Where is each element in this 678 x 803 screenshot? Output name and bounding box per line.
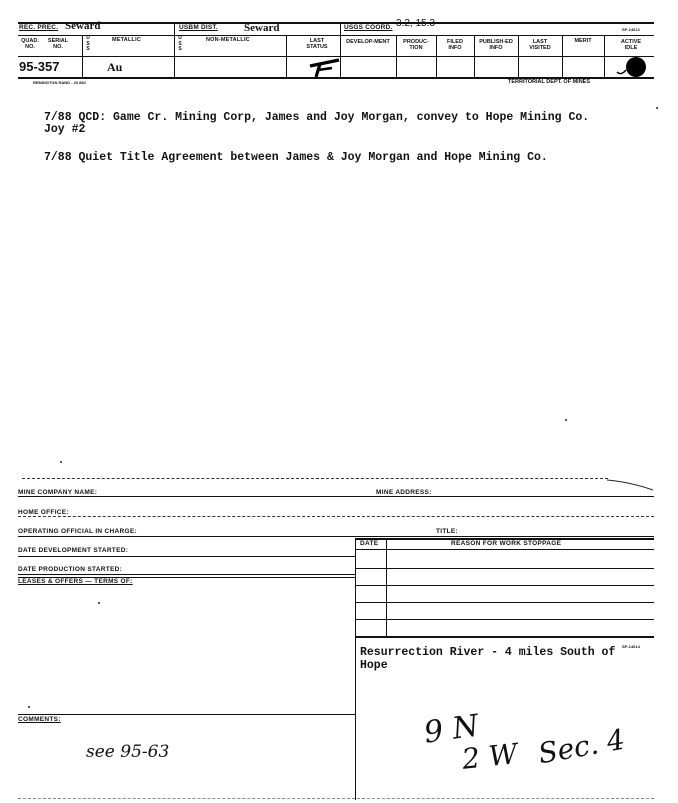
title-label: TITLE: <box>436 528 459 535</box>
mine-address-label: MINE ADDRESS: <box>376 489 432 496</box>
handwritten-range: 2 W <box>460 737 520 776</box>
handwritten-township: 9 N <box>421 708 482 751</box>
date-col-label: DATE <box>360 540 379 547</box>
production-label: PRODUC-TION <box>403 39 429 51</box>
header-divider <box>562 35 563 77</box>
scan-edge-noise <box>18 798 654 799</box>
leases-label: LEASES & OFFERS — TERMS OF: <box>18 578 133 585</box>
metallic-value: Au <box>107 60 123 74</box>
mine-company-label: MINE COMPANY NAME: <box>18 489 98 496</box>
header-divider <box>436 35 437 77</box>
development-label: DEVELOP-MENT <box>346 39 390 45</box>
nonmetallic-label: NON-METALLIC <box>206 37 250 43</box>
printer-line: REMINGTON RAND - 20 882 <box>33 80 86 85</box>
usbm-dist-label: USBM DIST. <box>179 24 218 31</box>
stoppage-row <box>356 602 654 603</box>
location-line: Hope <box>360 659 388 672</box>
operating-rule <box>18 536 654 537</box>
last-status-label: LAST STATUS <box>306 38 328 50</box>
stoppage-row <box>356 568 654 569</box>
note-line: 7/88 Quiet Title Agreement between James & Joy Morgan and Hope Mining Co. <box>44 151 548 164</box>
reason-label: REASON FOR WORK STOPPAGE <box>451 540 562 547</box>
home-office-label: HOME OFFICE: <box>18 509 69 516</box>
form-number-top: SP-14612 <box>622 27 640 32</box>
published-info-label: PUBLISH-ED INFO <box>479 39 513 51</box>
form-number-bottom: SP-14614 <box>622 644 640 649</box>
date-dev-rule <box>18 556 356 557</box>
back-rule <box>18 496 654 497</box>
serial-label: SERIAL NO. <box>47 38 69 50</box>
header-divider <box>396 35 397 77</box>
status-mark <box>306 56 342 78</box>
metallic-label: METALLIC <box>112 37 141 43</box>
header-divider <box>286 35 287 77</box>
stoppage-table-header-bottom <box>356 549 654 550</box>
stoppage-date-divider <box>386 538 387 636</box>
comments-rule <box>18 714 356 715</box>
location-line: Resurrection River - 4 miles South of <box>360 646 616 659</box>
operating-official-label: OPERATING OFFICIAL IN CHARGE: <box>18 528 137 535</box>
fold-line <box>22 478 608 479</box>
scan-speck <box>565 419 567 421</box>
quad-serial-value: 95-357 <box>19 59 60 74</box>
header-divider <box>82 35 83 77</box>
last-visited-label: LAST VISITED <box>529 39 551 51</box>
stoppage-row <box>356 585 654 586</box>
note-line: 7/88 QCD: Game Cr. Mining Corp, James and Joy Morgan, convey to Hope Mining Co. <box>44 111 590 124</box>
note-line: Joy #2 <box>44 123 86 136</box>
header-top-border <box>18 22 654 24</box>
uss-metallic-label: U S S <box>86 35 90 52</box>
handwritten-section: Sec. 4 <box>535 722 628 771</box>
fold-curve <box>605 478 655 492</box>
scan-speck <box>60 461 62 463</box>
active-stamp-hook <box>614 62 630 76</box>
header-divider <box>604 35 605 77</box>
handwritten-see-reference: see 95-63 <box>86 742 170 762</box>
date-prod-label: DATE PRODUCTION STARTED: <box>18 566 123 573</box>
header-row1-bottom <box>18 35 654 36</box>
usgs-coord-value: 3.2, 15.3 <box>396 18 435 29</box>
scan-speck <box>28 706 30 708</box>
date-dev-label: DATE DEVELOPMENT STARTED: <box>18 547 129 554</box>
home-office-rule <box>18 516 654 517</box>
comments-label: COMMENTS: <box>18 716 61 723</box>
uss-nonmetallic-label: U S S <box>178 35 182 52</box>
department-label: TERRITORIAL DEPT. OF MINES <box>508 79 590 85</box>
usgs-coord-label: USGS COORD. <box>344 24 393 31</box>
usbm-dist-value: Seward <box>244 22 280 34</box>
header-divider <box>474 35 475 77</box>
stoppage-row <box>356 619 654 620</box>
header-divider <box>518 35 519 77</box>
rec-prec-label: REC. PREC. <box>19 24 59 31</box>
quad-label: QUAD. NO. <box>21 38 39 50</box>
header-divider <box>174 22 175 77</box>
filed-info-label: FILED INFO <box>447 39 463 51</box>
active-idle-label: ACTIVE IDLE <box>620 39 642 51</box>
merit-label: MERIT <box>574 38 592 44</box>
scan-speck <box>98 602 100 604</box>
rec-prec-value: Seward <box>65 20 101 32</box>
date-prod-rule <box>18 574 356 575</box>
stoppage-table-bottom <box>356 636 654 638</box>
scan-speck <box>656 107 658 109</box>
